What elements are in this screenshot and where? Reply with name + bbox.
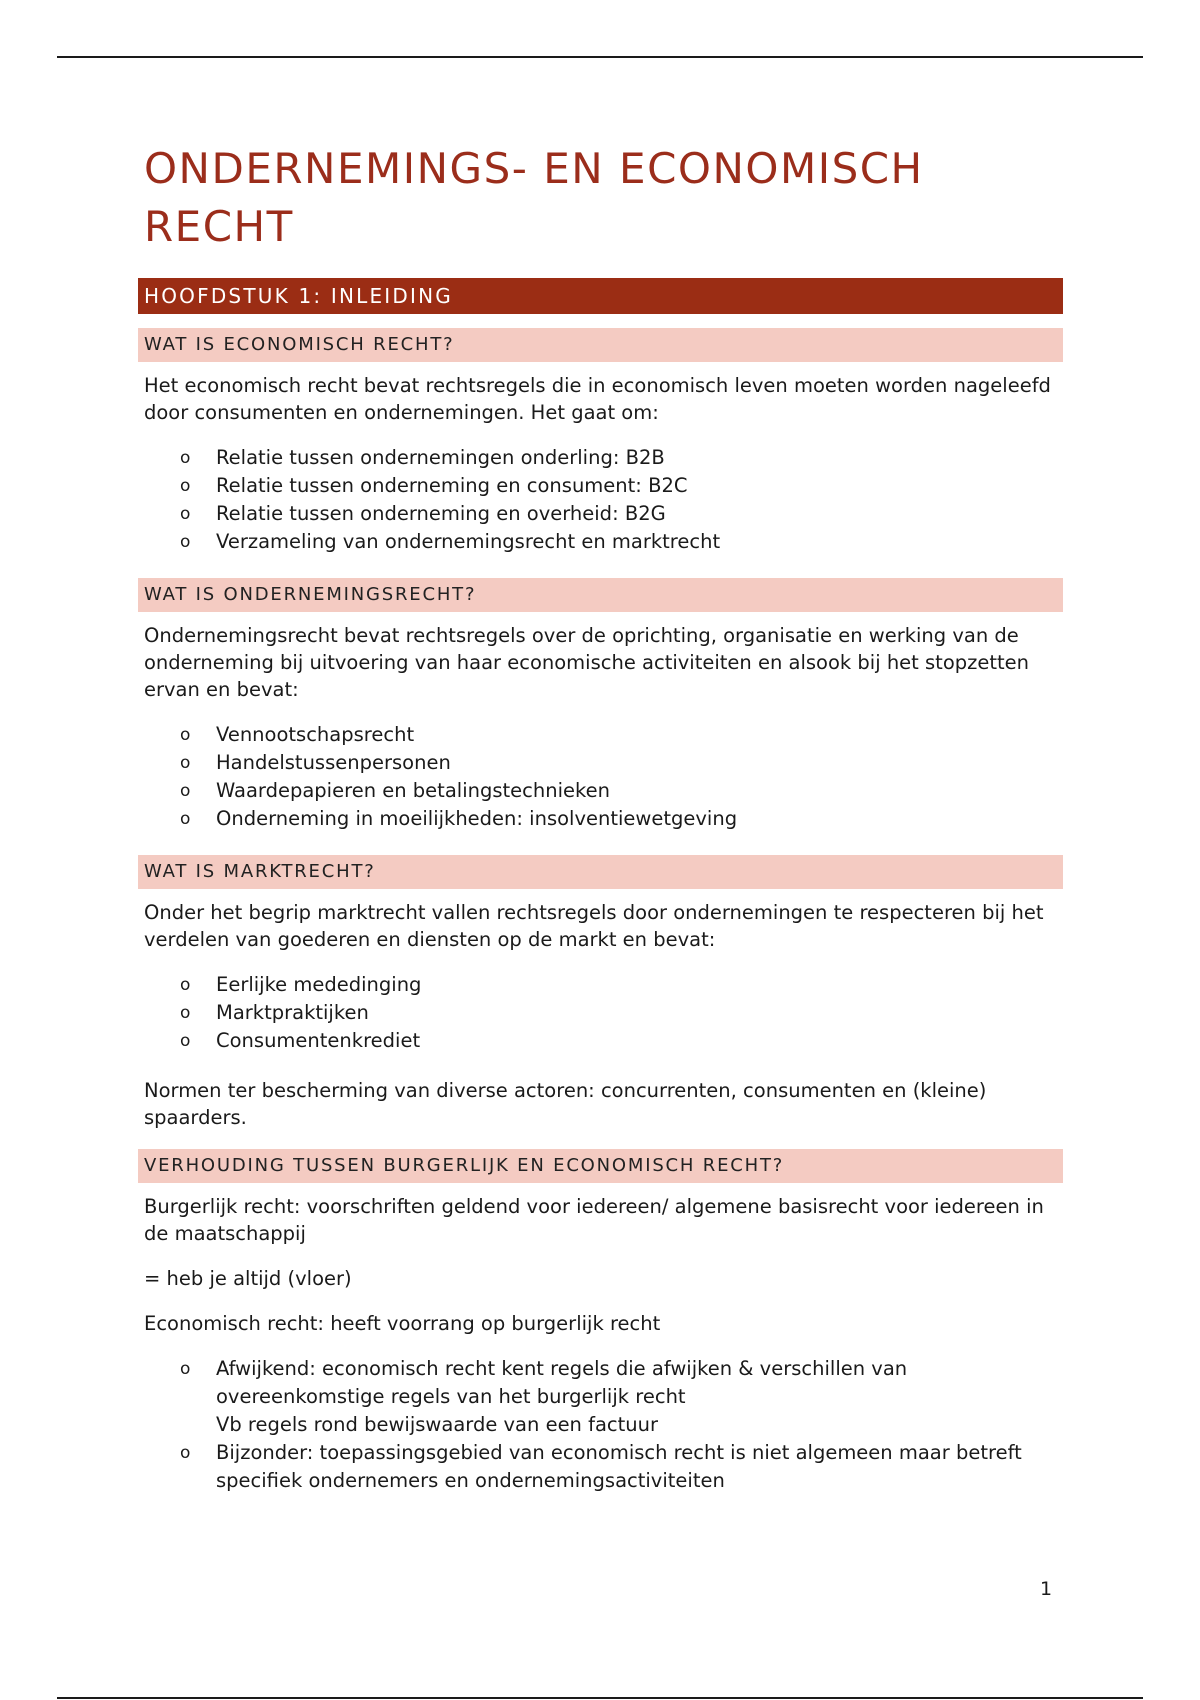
list-item: o Afwijkend: economisch recht kent regels die afwijken & verschillen van overeenkomstige regels van het burgerlijk recht Vb regels rond bewijswaarde van een factuur (138, 1355, 1063, 1439)
list-item: o Bijzonder: toepassingsgebied van economisch recht is niet algemeen maar betreft specifiek ondernemers en ondernemingsactiviteiten (180, 1441, 1022, 1492)
list-item: o Consumentenkrediet (138, 1027, 1063, 1055)
title-line-2: RECHT (144, 202, 294, 251)
section-heading-ondernemingsrecht: WAT IS ONDERNEMINGSRECHT? (138, 578, 1063, 612)
bullet-marker: o (180, 1443, 191, 1463)
section-heading-verhouding: VERHOUDING TUSSEN BURGERLIJK EN ECONOMISCH RECHT? (138, 1149, 1063, 1183)
section-intro: Ondernemingsrecht bevat rechtsregels over de oprichting, organisatie en werking van de onderneming bij uitvoering van haar economische activiteiten en alsook bij het stopzetten ervan en bevat: (144, 624, 1030, 701)
bullet-marker: o (180, 504, 191, 524)
bullet-marker: o (180, 809, 191, 829)
example-line: Vb regels rond bewijswaarde van een factuur (216, 1413, 659, 1436)
paragraph: = heb je altijd (vloer) (144, 1267, 352, 1290)
document-title (144, 140, 1063, 256)
list-item: o Handelstussenpersonen (138, 749, 1063, 777)
bullet-marker: o (180, 1031, 191, 1051)
list-item: o Relatie tussen ondernemingen onderling: B2B (138, 444, 1063, 472)
bullet-list (138, 721, 1063, 833)
list-item: o Onderneming in moeilijkheden: insolventiewetgeving (138, 805, 1063, 833)
section-note: Normen ter bescherming van diverse actoren: concurrenten, consumenten en (kleine) spaarders. (144, 1079, 987, 1129)
bullet-marker: o (180, 781, 191, 801)
list-item: o Marktpraktijken (138, 999, 1063, 1027)
bullet-marker: o (180, 975, 191, 995)
bullet-marker: o (180, 753, 191, 773)
bullet-marker: o (180, 448, 191, 468)
list-item: o Vennootschapsrecht (138, 721, 1063, 749)
paragraph: Burgerlijk recht: voorschriften geldend voor iedereen/ algemene basisrecht voor iedereen in de maatschappij (144, 1195, 1044, 1245)
bullet-list (138, 971, 1063, 1055)
document-body (138, 140, 1063, 1517)
section-intro: Onder het begrip marktrecht vallen rechtsregels door ondernemingen te respecteren bij het verdelen van goederen en diensten op de markt en bevat: (144, 901, 1044, 951)
header-rule (57, 56, 1143, 58)
page-number: 1 (1040, 1578, 1053, 1600)
section-heading-economisch-recht: WAT IS ECONOMISCH RECHT? (138, 328, 1063, 362)
bullet-marker: o (180, 1359, 191, 1379)
chapter-heading: HOOFDSTUK 1: INLEIDING (138, 278, 1063, 314)
section-heading-marktrecht: WAT IS MARKTRECHT? (138, 855, 1063, 889)
list-item: o Eerlijke mededinging (138, 971, 1063, 999)
bullet-list (138, 444, 1063, 556)
section-intro: Het economisch recht bevat rechtsregels die in economisch leven moeten worden nageleefd door consumenten en ondernemingen. Het gaat om: (144, 374, 1051, 424)
bullet-marker: o (180, 725, 191, 745)
list-item: o Verzameling van ondernemingsrecht en marktrecht (138, 528, 1063, 556)
list-item: o Relatie tussen onderneming en consument: B2C (138, 472, 1063, 500)
title-line-1: ONDERNEMINGS- EN ECONOMISCH (144, 144, 924, 193)
bullet-marker: o (180, 1003, 191, 1023)
paragraph: Economisch recht: heeft voorrang op burgerlijk recht (144, 1312, 661, 1335)
bullet-marker: o (180, 532, 191, 552)
list-item: o Waardepapieren en betalingstechnieken (138, 777, 1063, 805)
list-item: o Relatie tussen onderneming en overheid: B2G (138, 500, 1063, 528)
footer-rule (57, 1697, 1143, 1699)
bullet-list (138, 1355, 1063, 1495)
bullet-marker: o (180, 476, 191, 496)
